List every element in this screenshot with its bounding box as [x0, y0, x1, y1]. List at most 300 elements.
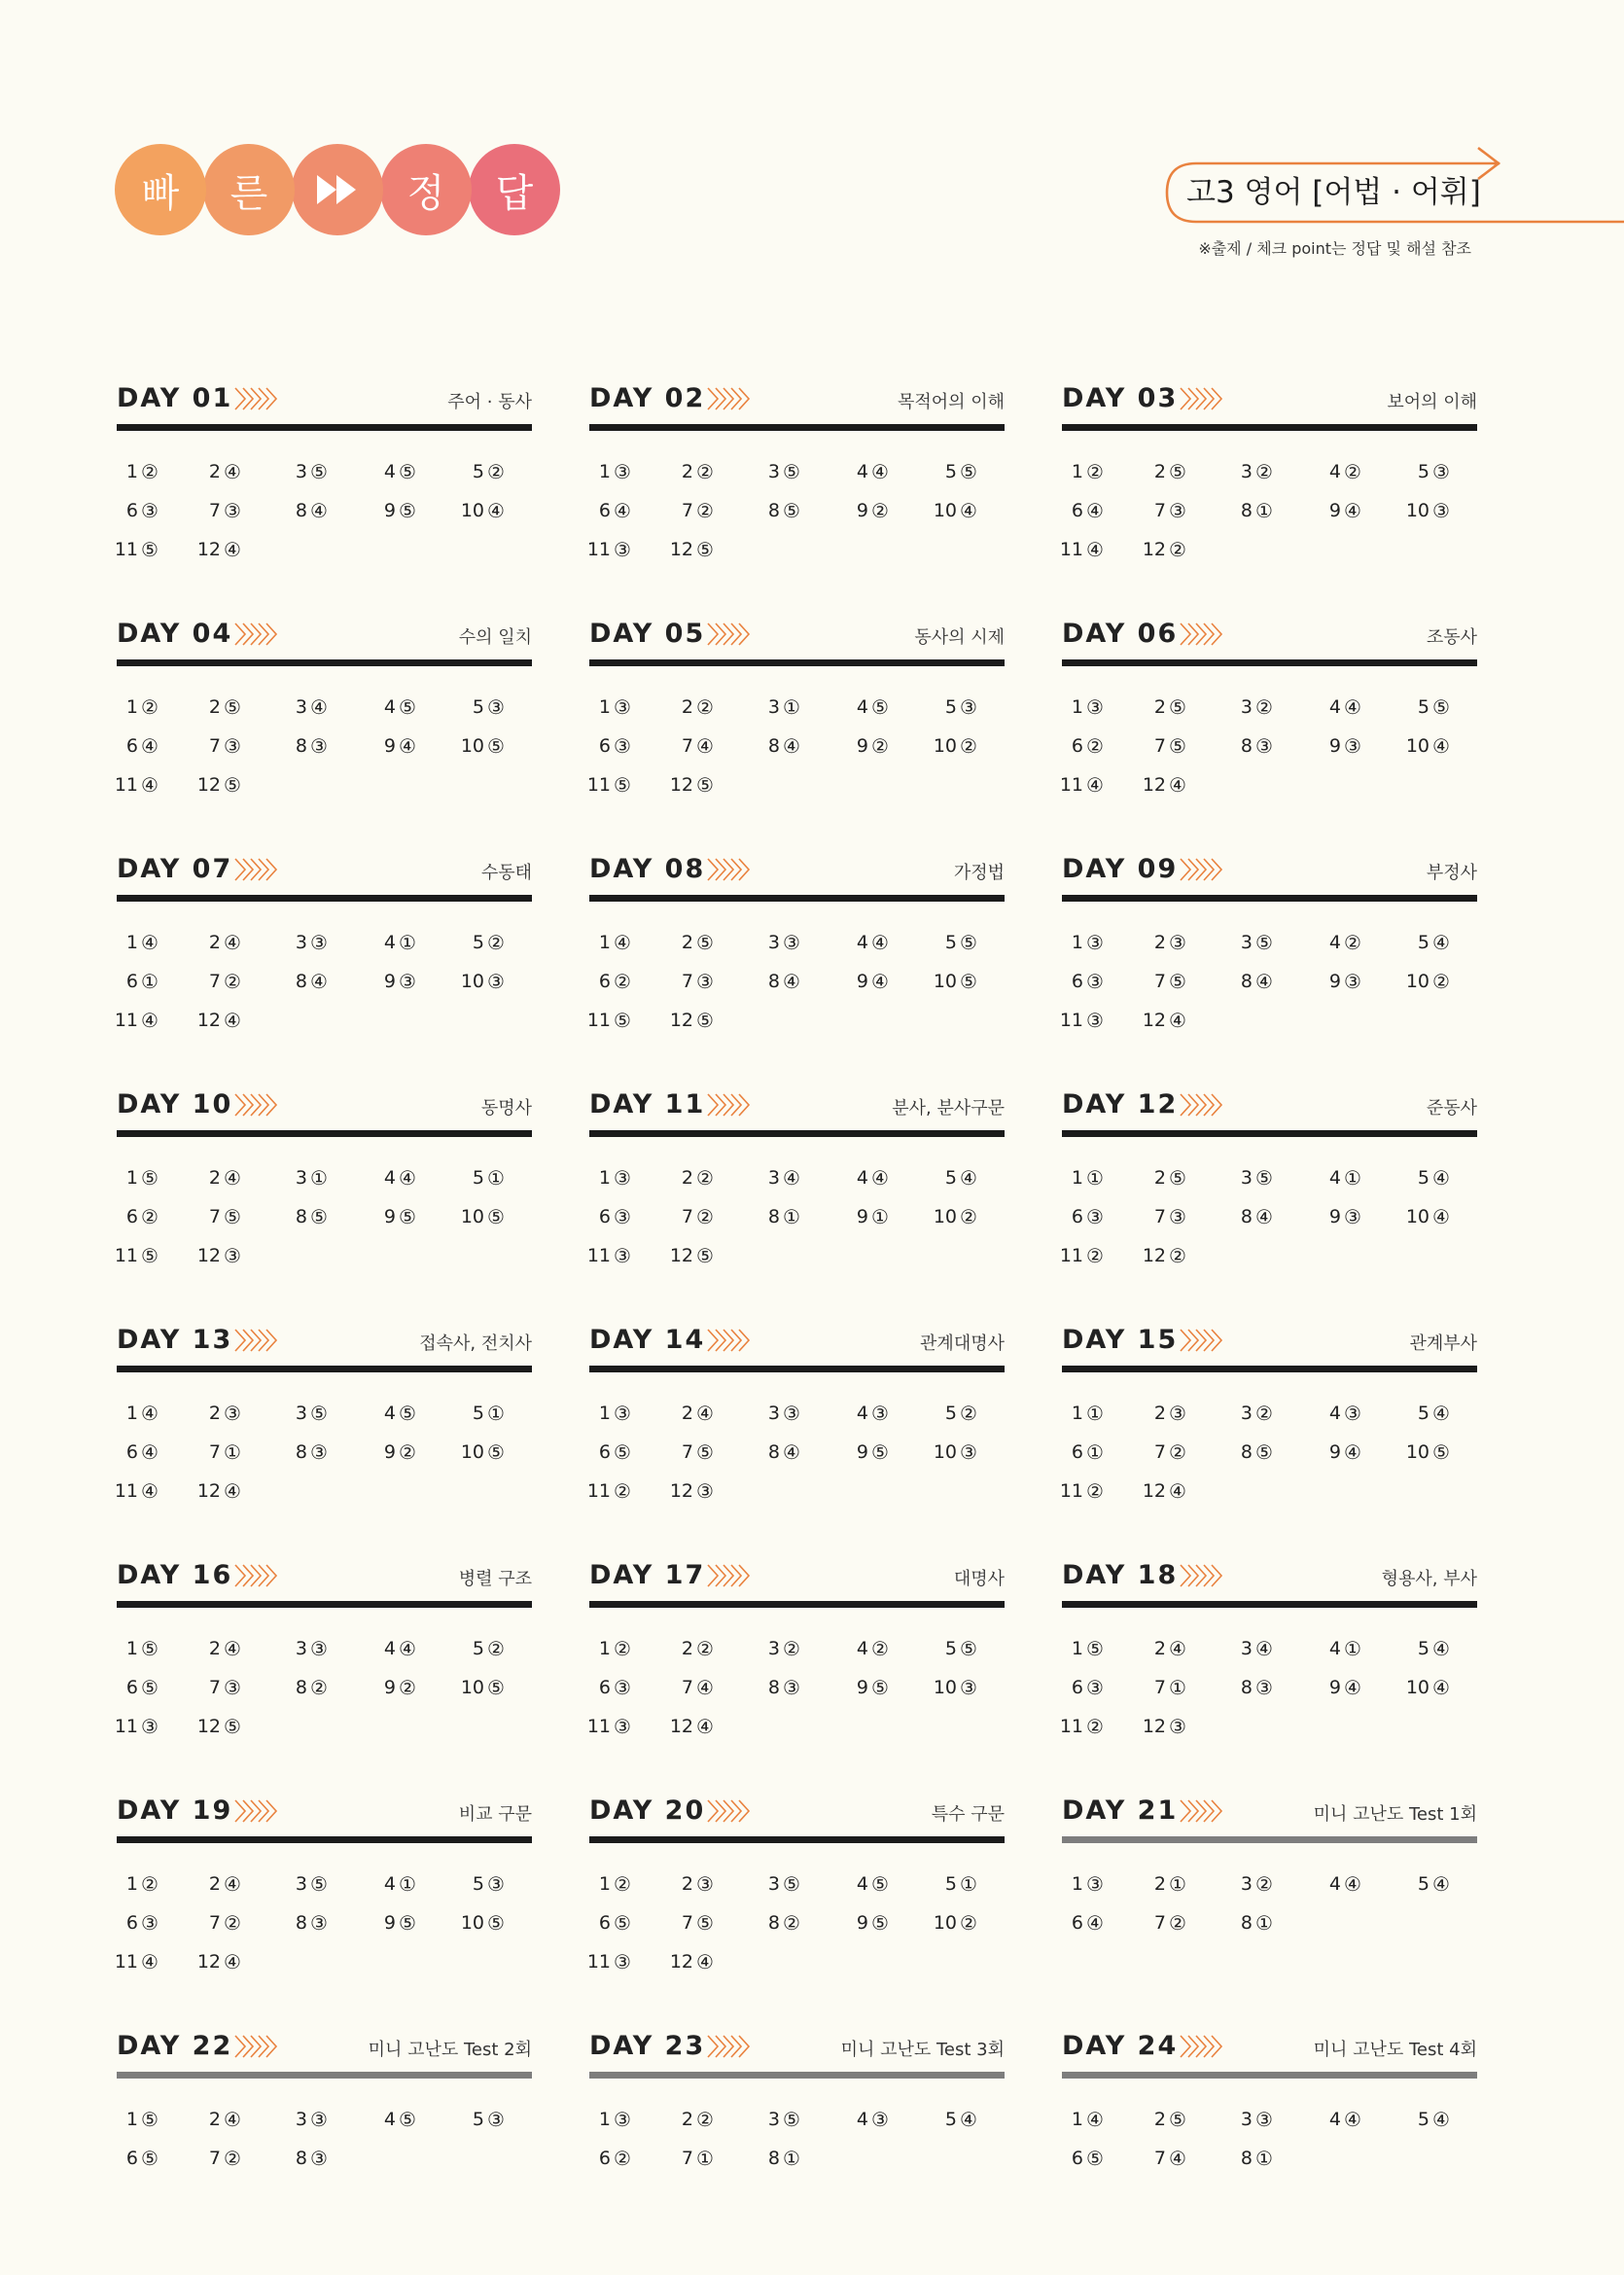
- answer-item: [117, 1166, 159, 1190]
- answer-mark: ④: [871, 460, 889, 483]
- question-number: 5: [472, 2109, 484, 2130]
- answer-mark: ⑤: [1169, 970, 1186, 993]
- answer-item: [109, 1009, 159, 1032]
- day-topic: 수동태: [480, 863, 532, 883]
- day-divider: [589, 1130, 1005, 1137]
- question-number: 2: [1153, 1167, 1166, 1189]
- answer-item: [1408, 1402, 1450, 1425]
- answer-mark: ①: [1086, 1402, 1104, 1425]
- question-number: 5: [1417, 932, 1430, 953]
- answer-mark: ④: [1086, 1911, 1104, 1935]
- question-number: 2: [681, 461, 693, 482]
- question-number: 11: [1059, 539, 1083, 560]
- answer-item: [1145, 695, 1186, 719]
- answer-item: [928, 499, 977, 522]
- day-topic: 미니 고난도 Test 3회: [840, 2040, 1005, 2060]
- answer-item: [582, 538, 631, 561]
- answer-mark: ⑤: [399, 1205, 416, 1228]
- day-block: [114, 615, 532, 809]
- answer-item: [199, 2147, 241, 2170]
- question-number: 11: [586, 1480, 611, 1502]
- question-number: 1: [125, 1638, 138, 1659]
- answer-mark: ③: [783, 1676, 800, 1699]
- answer-mark: ⑤: [871, 1872, 889, 1896]
- answer-item: [589, 1402, 631, 1425]
- question-number: 8: [767, 971, 780, 992]
- answer-item: [664, 1715, 714, 1738]
- answer-mark: ④: [224, 1872, 241, 1896]
- question-number: 3: [1240, 461, 1253, 482]
- answer-item: [286, 931, 328, 954]
- day-header: [1062, 615, 1477, 654]
- answer-item: [286, 1676, 328, 1699]
- question-number: 4: [383, 1403, 396, 1424]
- answer-item: [199, 499, 241, 522]
- answer-mark: ③: [1255, 1676, 1273, 1699]
- day-header: [1062, 1321, 1477, 1360]
- answer-item: [664, 1009, 714, 1032]
- answer-item: [463, 2108, 505, 2131]
- question-number: 6: [598, 735, 611, 757]
- question-number: 8: [295, 1206, 307, 1227]
- answer-item: [1062, 695, 1104, 719]
- answer-mark: ⑤: [141, 1166, 159, 1190]
- question-number: 11: [114, 539, 138, 560]
- answer-mark: ③: [871, 1402, 889, 1425]
- day-label: DAY 07: [117, 854, 233, 884]
- answer-item: [928, 1911, 977, 1935]
- answer-item: [1231, 1676, 1273, 1699]
- question-number: 10: [460, 971, 484, 992]
- answer-item: [1062, 1402, 1104, 1425]
- answer-item: [1062, 734, 1104, 758]
- answer-mark: ②: [696, 2108, 714, 2131]
- answer-mark: ④: [224, 1009, 241, 1032]
- answer-item: [672, 1402, 714, 1425]
- answer-mark: ①: [1169, 1872, 1186, 1896]
- answer-mark: ③: [614, 1402, 631, 1425]
- question-number: 6: [125, 1912, 138, 1934]
- answer-mark: ①: [783, 695, 800, 719]
- answer-item: [589, 460, 631, 483]
- day-header: [117, 379, 532, 418]
- answer-item: [1145, 1402, 1186, 1425]
- answer-mark: ②: [696, 1166, 714, 1190]
- question-number: 2: [208, 461, 221, 482]
- question-number: 10: [460, 1677, 484, 1698]
- answer-mark: ⑤: [399, 2108, 416, 2131]
- question-number: 10: [933, 971, 957, 992]
- answer-mark: ⑤: [1255, 931, 1273, 954]
- question-number: 5: [472, 461, 484, 482]
- answer-mark: ②: [224, 1911, 241, 1935]
- question-number: 3: [295, 1873, 307, 1895]
- question-number: 4: [383, 1167, 396, 1189]
- answer-mark: ③: [1086, 1872, 1104, 1896]
- answer-mark: ②: [614, 970, 631, 993]
- question-number: 1: [125, 1403, 138, 1424]
- question-number: 4: [383, 696, 396, 718]
- question-number: 12: [669, 1480, 693, 1502]
- question-number: 6: [1071, 1677, 1083, 1698]
- question-number: 1: [1071, 696, 1083, 718]
- day-divider: [589, 1836, 1005, 1843]
- answer-mark: ④: [871, 1166, 889, 1190]
- question-number: 5: [1417, 461, 1430, 482]
- day-topic: 가정법: [953, 863, 1005, 883]
- answer-item: [1320, 1637, 1361, 1660]
- answer-mark: ③: [1086, 695, 1104, 719]
- day-label: DAY 24: [1062, 2031, 1179, 2061]
- answer-mark: ②: [696, 695, 714, 719]
- answer-mark: ①: [1255, 1911, 1273, 1935]
- question-number: 4: [1328, 1873, 1341, 1895]
- answer-item: [199, 460, 241, 483]
- answer-item: [1320, 695, 1361, 719]
- answer-mark: ①: [696, 2147, 714, 2170]
- answer-mark: ④: [310, 695, 328, 719]
- question-number: 8: [295, 2148, 307, 2169]
- question-number: 1: [598, 461, 611, 482]
- question-number: 11: [1059, 1480, 1083, 1502]
- answer-item: [117, 1872, 159, 1896]
- question-number: 10: [460, 735, 484, 757]
- question-number: 9: [383, 1912, 396, 1934]
- question-number: 6: [1071, 971, 1083, 992]
- answer-mark: ②: [1255, 460, 1273, 483]
- question-number: 9: [856, 1206, 868, 1227]
- day-block: [1059, 1085, 1477, 1280]
- answer-mark: ④: [399, 1637, 416, 1660]
- day-header: [117, 2027, 532, 2066]
- answer-item: [1320, 460, 1361, 483]
- answer-mark: ④: [614, 499, 631, 522]
- answer-item: [286, 460, 328, 483]
- question-number: 8: [295, 500, 307, 521]
- answer-item: [1062, 1676, 1104, 1699]
- question-number: 6: [1071, 1912, 1083, 1934]
- day-divider: [1062, 1601, 1477, 1608]
- answer-mark: ③: [224, 1244, 241, 1267]
- answer-item: [1145, 1676, 1186, 1699]
- answer-item: [374, 1440, 416, 1464]
- question-number: 12: [1142, 1716, 1166, 1737]
- question-number: 10: [460, 1441, 484, 1463]
- answer-item: [1137, 538, 1186, 561]
- day-header: [589, 850, 1005, 889]
- day-divider: [1062, 1130, 1477, 1137]
- answer-mark: ①: [487, 1166, 505, 1190]
- answer-mark: ②: [141, 1872, 159, 1896]
- answer-item: [199, 1440, 241, 1464]
- day-topic: 관계부사: [1409, 1333, 1477, 1354]
- answer-item: [589, 931, 631, 954]
- question-number: 7: [208, 500, 221, 521]
- answer-item: [1408, 931, 1450, 954]
- answer-mark: ④: [960, 2108, 977, 2131]
- answer-mark: ⑤: [614, 773, 631, 797]
- answer-mark: ⑤: [224, 1205, 241, 1228]
- question-number: 11: [114, 1716, 138, 1737]
- answer-mark: ②: [696, 499, 714, 522]
- answer-item: [1137, 1479, 1186, 1503]
- question-number: 11: [114, 774, 138, 796]
- question-number: 9: [383, 1206, 396, 1227]
- question-number: 8: [767, 1912, 780, 1934]
- day-topic: 주어 · 동사: [447, 392, 532, 412]
- answer-mark: ②: [141, 460, 159, 483]
- answer-mark: ⑤: [783, 460, 800, 483]
- answer-item: [1145, 734, 1186, 758]
- answer-mark: ③: [1169, 1402, 1186, 1425]
- answer-item: [199, 1637, 241, 1660]
- answer-item: [1145, 460, 1186, 483]
- question-number: 6: [598, 1677, 611, 1698]
- answer-mark: ①: [783, 1205, 800, 1228]
- answer-mark: ④: [141, 1402, 159, 1425]
- answer-item: [759, 931, 800, 954]
- answer-item: [672, 734, 714, 758]
- day-header: [117, 1792, 532, 1831]
- answer-mark: ③: [399, 970, 416, 993]
- day-label: DAY 16: [117, 1560, 233, 1590]
- question-number: 12: [669, 1716, 693, 1737]
- answer-mark: ⑤: [696, 931, 714, 954]
- question-number: 1: [1071, 461, 1083, 482]
- question-number: 2: [1153, 1403, 1166, 1424]
- day-block: [586, 1085, 1005, 1280]
- question-number: 6: [125, 500, 138, 521]
- question-number: 6: [125, 971, 138, 992]
- question-number: 5: [472, 1638, 484, 1659]
- question-number: 3: [1240, 1873, 1253, 1895]
- day-label: DAY 20: [589, 1795, 706, 1826]
- answer-item: [759, 734, 800, 758]
- answer-mark: ⑤: [1169, 2108, 1186, 2131]
- day-header: [117, 1556, 532, 1595]
- answer-item: [664, 1479, 714, 1503]
- question-number: 8: [295, 1912, 307, 1934]
- answer-mark: ⑤: [960, 931, 977, 954]
- answer-item: [1320, 1440, 1361, 1464]
- day-divider: [1062, 1366, 1477, 1372]
- answer-mark: ②: [399, 1440, 416, 1464]
- subject-label: [1163, 146, 1624, 243]
- answer-mark: ④: [1432, 1872, 1450, 1896]
- answer-item: [1231, 695, 1273, 719]
- question-number: 7: [1153, 1441, 1166, 1463]
- question-number: 12: [669, 539, 693, 560]
- question-number: 4: [856, 1167, 868, 1189]
- question-number: 8: [295, 1441, 307, 1463]
- question-number: 3: [295, 1403, 307, 1424]
- answer-mark: ①: [1344, 1637, 1361, 1660]
- question-number: 8: [1240, 2148, 1253, 2169]
- answer-mark: ①: [399, 931, 416, 954]
- day-topic: 미니 고난도 Test 2회: [368, 2040, 532, 2060]
- answer-mark: ⑤: [224, 695, 241, 719]
- question-number: 12: [196, 1010, 221, 1031]
- answer-item: [1054, 1715, 1104, 1738]
- question-number: 9: [1328, 971, 1341, 992]
- question-number: 5: [944, 461, 957, 482]
- question-number: 1: [125, 461, 138, 482]
- question-number: 7: [681, 735, 693, 757]
- answer-item: [847, 1872, 889, 1896]
- question-number: 6: [125, 735, 138, 757]
- answer-mark: ②: [310, 1676, 328, 1699]
- answer-mark: ④: [1255, 1637, 1273, 1660]
- answer-item: [672, 1166, 714, 1190]
- question-number: 1: [598, 932, 611, 953]
- answer-mark: ⑤: [696, 1244, 714, 1267]
- answer-item: [847, 970, 889, 993]
- question-number: 4: [383, 932, 396, 953]
- question-number: 11: [114, 1480, 138, 1502]
- question-number: 5: [1417, 1403, 1430, 1424]
- answer-item: [1320, 1676, 1361, 1699]
- question-number: 7: [1153, 2148, 1166, 2169]
- answer-item: [374, 695, 416, 719]
- question-number: 4: [856, 2109, 868, 2130]
- answer-item: [582, 1244, 631, 1267]
- answer-item: [1062, 499, 1104, 522]
- answer-item: [463, 1402, 505, 1425]
- question-number: 10: [1405, 735, 1430, 757]
- question-number: 1: [125, 2109, 138, 2130]
- answer-item: [199, 970, 241, 993]
- answer-item: [463, 1637, 505, 1660]
- answer-mark: ②: [960, 1205, 977, 1228]
- question-number: 7: [1153, 500, 1166, 521]
- answer-mark: ③: [783, 1402, 800, 1425]
- answer-item: [672, 1872, 714, 1896]
- answer-mark: ④: [224, 2108, 241, 2131]
- answer-mark: ④: [1344, 499, 1361, 522]
- answer-item: [936, 1637, 977, 1660]
- question-number: 1: [125, 1167, 138, 1189]
- question-number: 8: [1240, 500, 1253, 521]
- question-number: 9: [1328, 1677, 1341, 1698]
- answer-item: [672, 460, 714, 483]
- answer-item: [1145, 2108, 1186, 2131]
- answer-item: [589, 695, 631, 719]
- answer-mark: ④: [1086, 538, 1104, 561]
- question-number: 7: [681, 971, 693, 992]
- answer-mark: ⑤: [310, 1872, 328, 1896]
- answer-mark: ②: [1255, 695, 1273, 719]
- answer-mark: ⑤: [696, 538, 714, 561]
- answer-mark: ③: [614, 2108, 631, 2131]
- answer-item: [582, 1009, 631, 1032]
- day-topic: 접속사, 전치사: [419, 1333, 532, 1354]
- answer-item: [192, 538, 241, 561]
- day-header: [1062, 1792, 1477, 1831]
- question-number: 3: [767, 1403, 780, 1424]
- question-number: 1: [1071, 1638, 1083, 1659]
- question-number: 5: [944, 1167, 957, 1189]
- day-topic: 형용사, 부사: [1381, 1569, 1477, 1589]
- answer-mark: ⑤: [696, 773, 714, 797]
- answer-item: [1137, 1244, 1186, 1267]
- answer-item: [1400, 499, 1450, 522]
- question-number: 3: [767, 932, 780, 953]
- answer-mark: ③: [310, 734, 328, 758]
- answer-item: [672, 931, 714, 954]
- answer-mark: ②: [487, 1637, 505, 1660]
- answer-item: [582, 1479, 631, 1503]
- answer-item: [109, 538, 159, 561]
- answer-item: [1320, 499, 1361, 522]
- question-number: 4: [856, 1403, 868, 1424]
- day-block: [586, 1556, 1005, 1751]
- answer-mark: ②: [696, 1637, 714, 1660]
- question-number: 3: [295, 696, 307, 718]
- answer-item: [672, 1676, 714, 1699]
- answer-mark: ③: [783, 931, 800, 954]
- answer-item: [589, 1911, 631, 1935]
- question-number: 7: [1153, 1912, 1166, 1934]
- answer-item: [759, 1205, 800, 1228]
- question-number: 4: [856, 1638, 868, 1659]
- answer-mark: ⑤: [783, 2108, 800, 2131]
- answer-mark: ④: [783, 1440, 800, 1464]
- day-block: [586, 850, 1005, 1045]
- day-header: [1062, 1085, 1477, 1124]
- question-number: 8: [767, 735, 780, 757]
- question-number: 11: [586, 1716, 611, 1737]
- question-number: 1: [598, 696, 611, 718]
- answer-mark: ①: [224, 1440, 241, 1464]
- question-number: 1: [1071, 2109, 1083, 2130]
- answer-item: [759, 1402, 800, 1425]
- answer-item: [199, 1676, 241, 1699]
- chevron-arrows-icon: [233, 1327, 280, 1354]
- chevron-arrows-icon: [706, 1562, 753, 1589]
- answer-item: [192, 1479, 241, 1503]
- day-block: [114, 1085, 532, 1280]
- chevron-arrows-icon: [706, 1327, 753, 1354]
- answer-mark: ②: [1086, 734, 1104, 758]
- answer-mark: ⑤: [1169, 1166, 1186, 1190]
- answer-mark: ④: [1086, 499, 1104, 522]
- answer-item: [589, 1676, 631, 1699]
- answer-mark: ⑤: [1255, 1166, 1273, 1190]
- answer-item: [117, 931, 159, 954]
- answer-item: [109, 1479, 159, 1503]
- day-block: [1059, 615, 1477, 809]
- title-bubble: 빠: [115, 144, 206, 235]
- question-number: 3: [1240, 1638, 1253, 1659]
- day-label: DAY 10: [117, 1089, 233, 1120]
- day-topic: 목적어의 이해: [897, 392, 1005, 412]
- question-number: 7: [681, 1912, 693, 1934]
- answer-item: [374, 499, 416, 522]
- answer-mark: ②: [783, 1911, 800, 1935]
- answer-mark: ②: [1086, 1715, 1104, 1738]
- answer-mark: ③: [696, 970, 714, 993]
- day-block: [589, 2027, 1005, 2222]
- answer-item: [1408, 460, 1450, 483]
- chevron-arrows-icon: [706, 2033, 753, 2060]
- question-number: 4: [1328, 696, 1341, 718]
- answer-mark: ⑤: [399, 1911, 416, 1935]
- answer-item: [759, 499, 800, 522]
- answer-mark: ④: [141, 931, 159, 954]
- day-label: DAY 01: [117, 383, 233, 413]
- question-number: 10: [460, 1206, 484, 1227]
- day-label: DAY 23: [589, 2031, 706, 2061]
